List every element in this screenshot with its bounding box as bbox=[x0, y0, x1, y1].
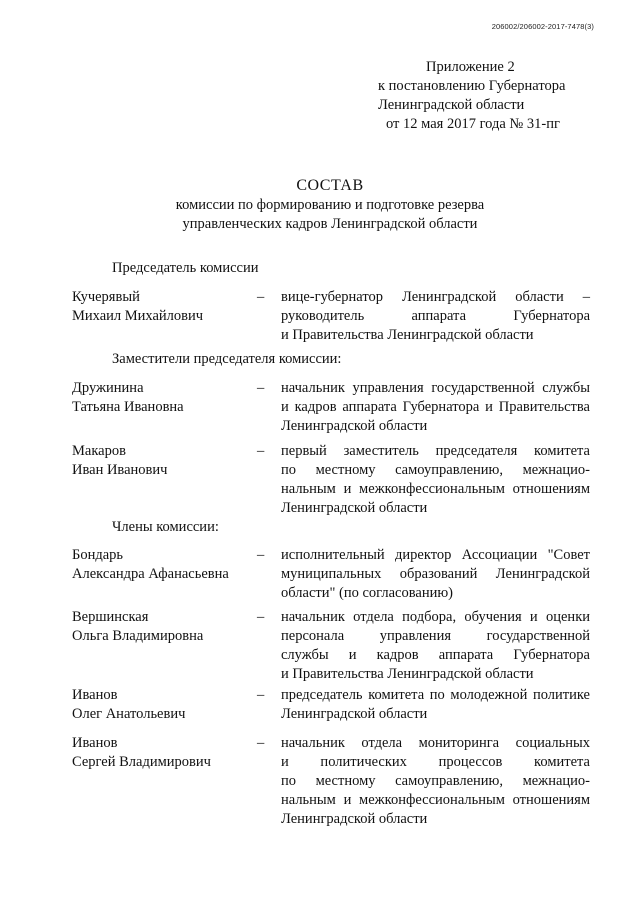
role-line: муниципальных образований Ленинградской bbox=[281, 566, 590, 582]
role-line: руководитель аппарата Губернатора bbox=[281, 308, 590, 324]
role-line: и Правительства Ленинградской области bbox=[281, 666, 534, 682]
member-name bbox=[72, 442, 252, 480]
role-line: персонала управления государственной bbox=[281, 628, 590, 644]
role-line: первый заместитель председателя комитета bbox=[281, 443, 590, 459]
role-line: и Правительства Ленинградской области bbox=[281, 327, 534, 343]
dash-separator: – bbox=[257, 547, 265, 563]
member-surname: Иванов bbox=[72, 735, 118, 751]
role-line: Ленинградской области bbox=[281, 418, 428, 434]
member-name bbox=[72, 546, 252, 584]
member-role bbox=[281, 686, 590, 724]
section-chair: Председатель комиссии bbox=[112, 260, 259, 276]
member-role bbox=[281, 546, 590, 603]
role-line: по местному самоуправлению, межнацио- bbox=[281, 462, 590, 478]
member-role bbox=[281, 379, 590, 436]
member-surname: Вершинская bbox=[72, 609, 149, 625]
member-given-name: Татьяна Ивановна bbox=[72, 399, 184, 415]
dash-separator: – bbox=[257, 289, 265, 305]
member-given-name: Олег Анатольевич bbox=[72, 706, 186, 722]
role-line: и политических процессов комитета bbox=[281, 754, 590, 770]
dash-separator: – bbox=[257, 609, 265, 625]
member-given-name: Ольга Владимировна bbox=[72, 628, 204, 644]
role-line: нальным и межконфессиональным отношениям bbox=[281, 481, 590, 497]
member-given-name: Александра Афанасьевна bbox=[72, 566, 229, 582]
role-line: вице-губернатор Ленинградской области – bbox=[281, 289, 590, 305]
section-deputies: Заместители председателя комиссии: bbox=[112, 351, 342, 367]
member-role bbox=[281, 288, 590, 345]
appendix-date: от 12 мая 2017 года № 31-пг bbox=[386, 116, 560, 132]
dash-separator: – bbox=[257, 443, 265, 459]
appendix-region: Ленинградской области bbox=[378, 97, 525, 113]
role-line: начальник отдела подбора, обучения и оценки bbox=[281, 609, 590, 625]
section-members: Члены комиссии: bbox=[112, 519, 219, 535]
role-line: нальным и межконфессиональным отношениям bbox=[281, 792, 590, 808]
member-given-name: Сергей Владимирович bbox=[72, 754, 211, 770]
member-name bbox=[72, 288, 252, 326]
member-surname: Дружинина bbox=[72, 380, 144, 396]
document-heading bbox=[0, 176, 640, 234]
member-name bbox=[72, 608, 252, 646]
role-line: службы и кадров аппарата Губернатора bbox=[281, 647, 590, 663]
dash-separator: – bbox=[257, 735, 265, 751]
member-name bbox=[72, 686, 252, 724]
role-line: и кадров аппарата Губернатора и Правительства bbox=[281, 399, 590, 415]
dash-separator: – bbox=[257, 687, 265, 703]
member-name bbox=[72, 379, 252, 417]
document-subtitle-line2: управленческих кадров Ленинградской области bbox=[182, 216, 478, 232]
member-given-name: Иван Иванович bbox=[72, 462, 168, 478]
appendix-block bbox=[378, 58, 618, 134]
member-surname: Иванов bbox=[72, 687, 118, 703]
role-line: председатель комитета по молодежной политике bbox=[281, 687, 590, 703]
member-role bbox=[281, 734, 590, 829]
member-surname: Бондарь bbox=[72, 547, 124, 563]
member-role bbox=[281, 608, 590, 684]
appendix-number: Приложение 2 bbox=[426, 59, 515, 75]
role-line: начальник отдела мониторинга социальных bbox=[281, 735, 590, 751]
document-title: СОСТАВ bbox=[296, 177, 364, 194]
role-line: Ленинградской области bbox=[281, 811, 428, 827]
dash-separator: – bbox=[257, 380, 265, 396]
member-given-name: Михаил Михайлович bbox=[72, 308, 204, 324]
appendix-reference: к постановлению Губернатора bbox=[378, 78, 566, 94]
role-line: исполнительный директор Ассоциации "Совет bbox=[281, 547, 590, 563]
role-line: Ленинградской области bbox=[281, 500, 428, 516]
document-id: 206002/206002-2017-7478(3) bbox=[491, 22, 594, 31]
role-line: начальник управления государственной службы bbox=[281, 380, 590, 396]
role-line: по местному самоуправлению, межнацио- bbox=[281, 773, 590, 789]
member-surname: Кучерявый bbox=[72, 289, 140, 305]
member-name bbox=[72, 734, 252, 772]
member-role bbox=[281, 442, 590, 518]
member-surname: Макаров bbox=[72, 443, 126, 459]
document-subtitle-line1: комиссии по формированию и подготовке резерва bbox=[175, 197, 485, 213]
role-line: области" (по согласованию) bbox=[281, 585, 454, 601]
role-line: Ленинградской области bbox=[281, 706, 428, 722]
